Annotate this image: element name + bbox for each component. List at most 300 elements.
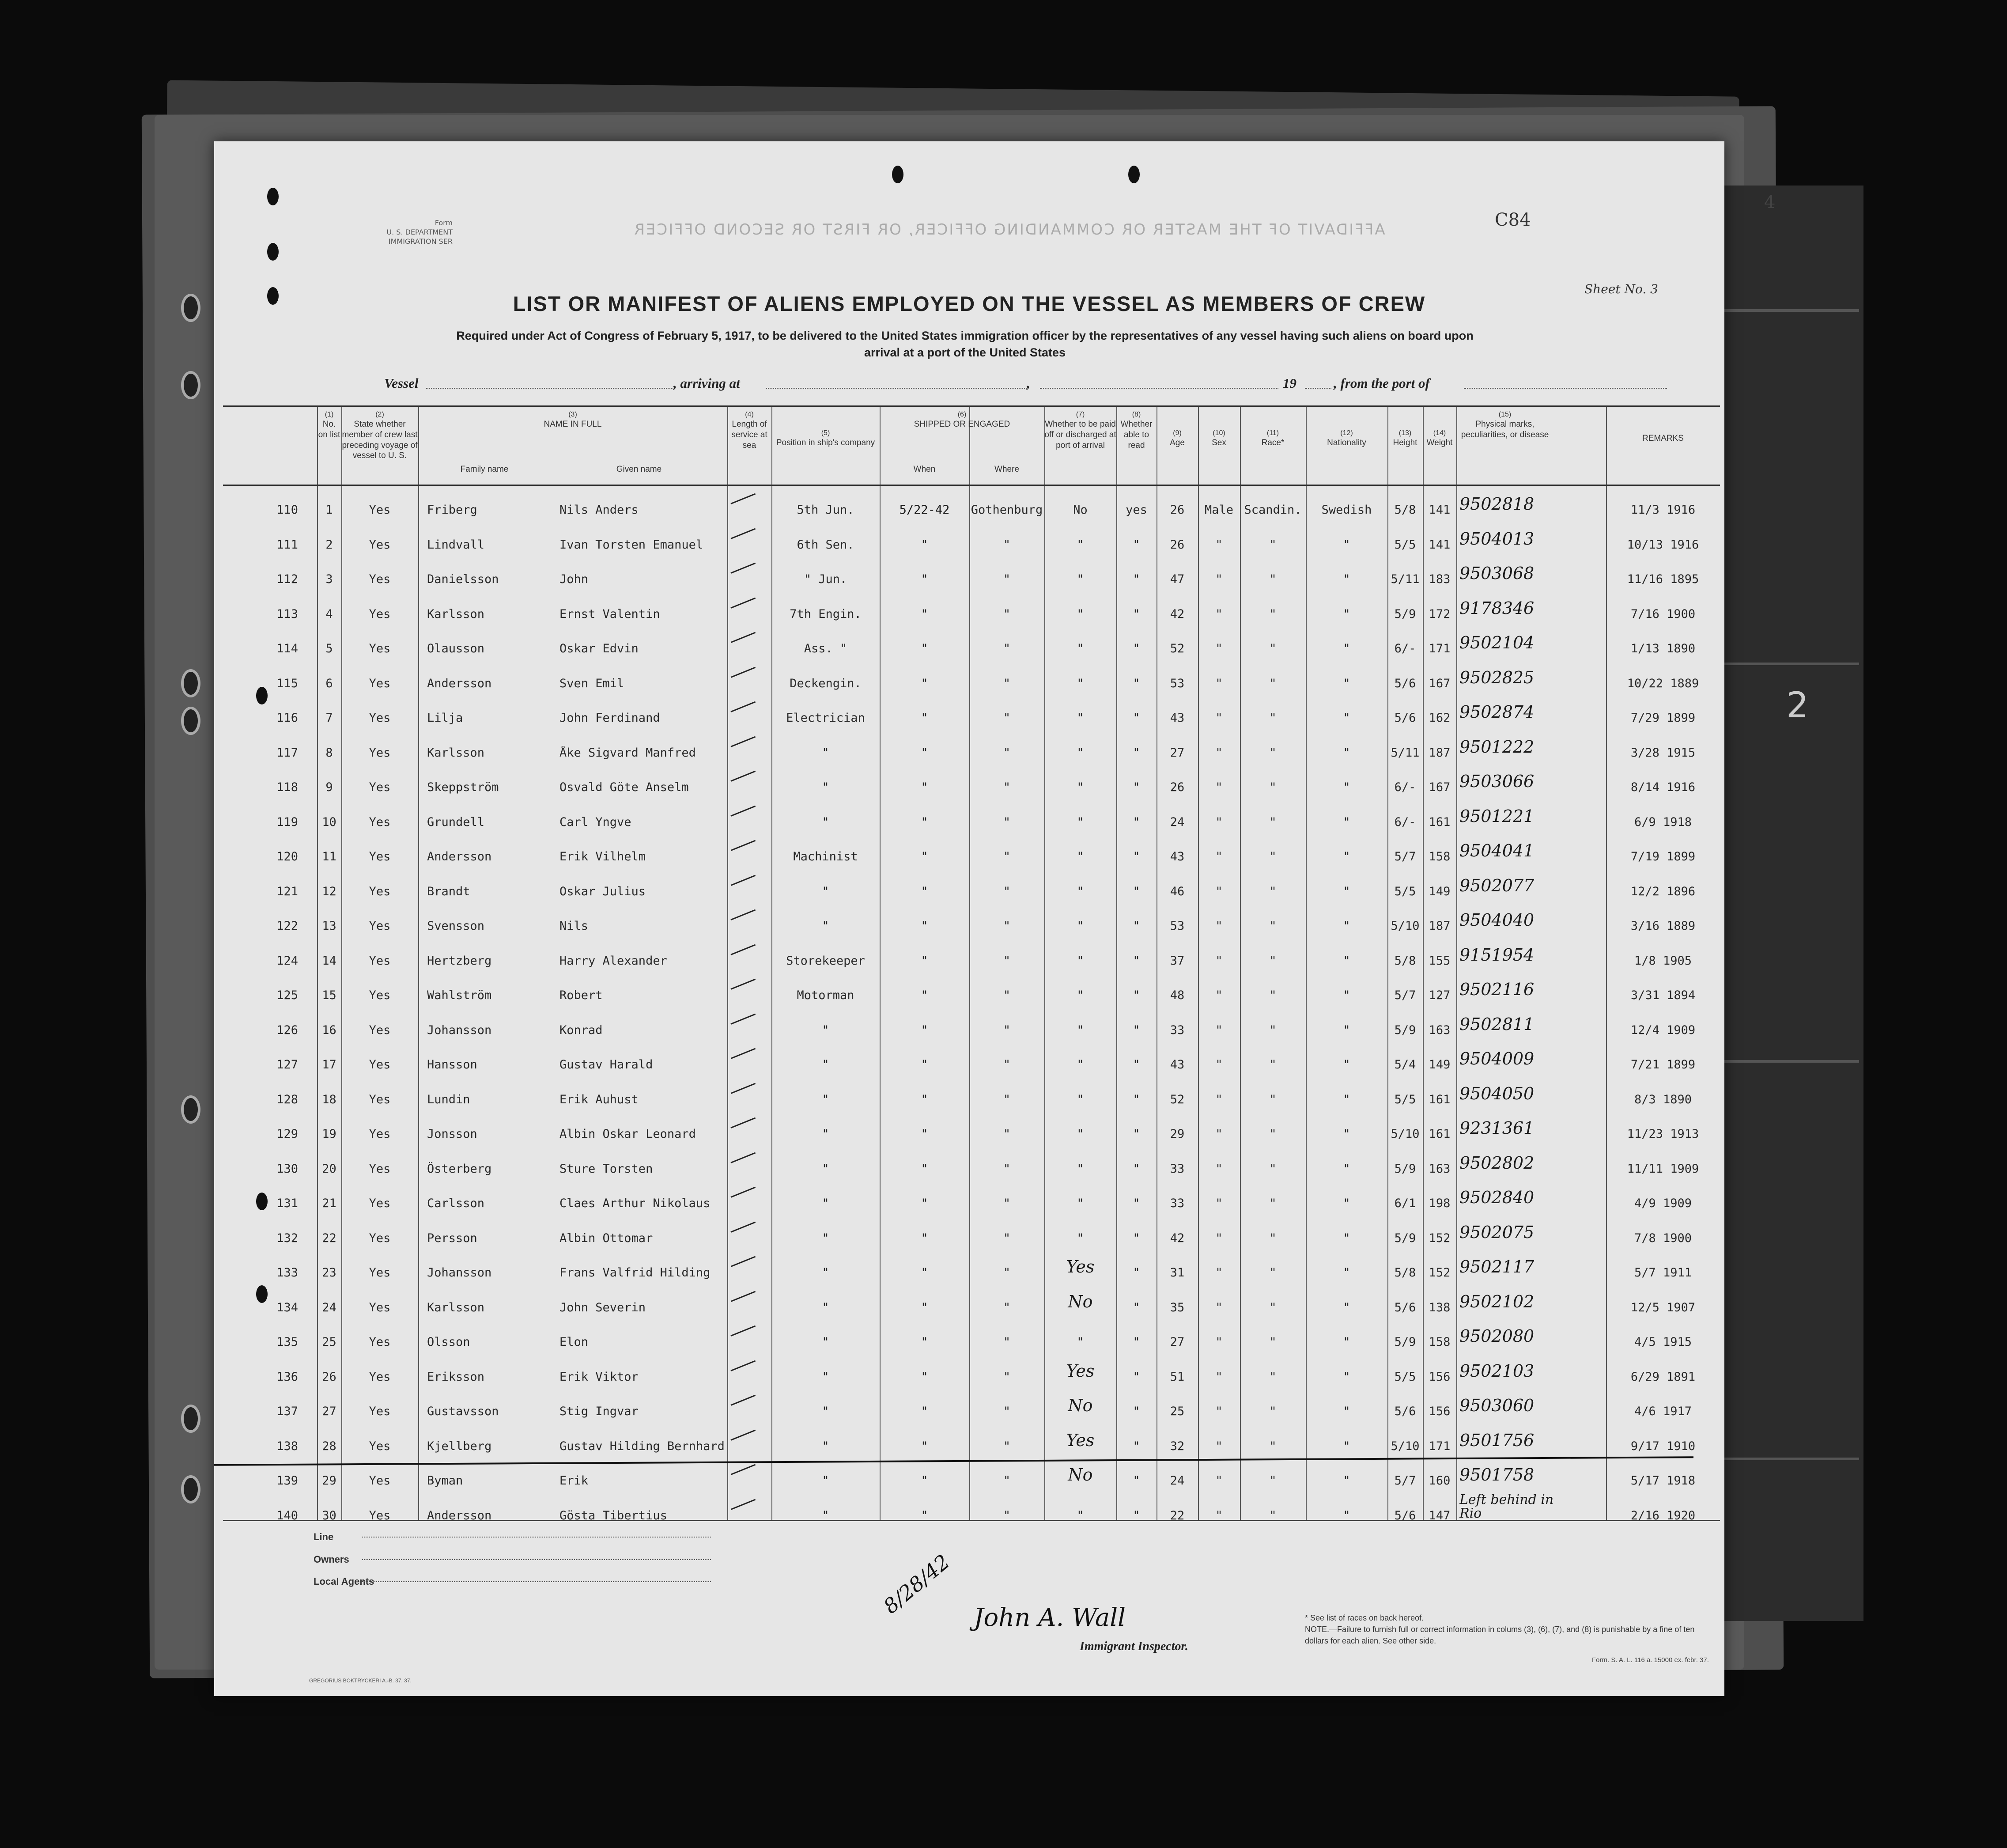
cell-position: " xyxy=(822,1335,829,1349)
cell-race: " xyxy=(1269,1266,1277,1280)
cell-nationality: Swedish xyxy=(1321,503,1372,517)
cell-physical-marks: 9502075 xyxy=(1459,1222,1535,1242)
cell-given-name: Sture Torsten xyxy=(559,1162,653,1176)
cell-family-name: Byman xyxy=(427,1474,463,1488)
table-row xyxy=(223,1219,1720,1253)
punch-hole xyxy=(267,243,279,261)
inspector-signature-block xyxy=(879,1549,1314,1670)
cell-remarks: 3/31 1894 xyxy=(1630,988,1696,1002)
cell-when: " xyxy=(921,780,928,794)
cell-race: " xyxy=(1269,1300,1277,1314)
table-row xyxy=(223,1115,1720,1149)
cell-family-name: Persson xyxy=(427,1231,477,1245)
cell-sex: " xyxy=(1215,1127,1223,1141)
cell-height: 5/9 xyxy=(1394,607,1416,621)
cell-height: 5/6 xyxy=(1394,1508,1416,1522)
arriving-field xyxy=(766,388,1027,389)
cell-physical-marks: 9503066 xyxy=(1459,772,1535,791)
cell-line-number: 111 xyxy=(276,538,298,552)
cell-position: " xyxy=(822,1405,829,1418)
signature: John A. Wall xyxy=(974,1603,1126,1632)
cell-family-name: Lundin xyxy=(427,1092,470,1106)
cell-age: 26 xyxy=(1170,503,1185,517)
cell-weight: 149 xyxy=(1429,1058,1451,1072)
cell-family-name: Olsson xyxy=(427,1335,470,1349)
cell-weight: 163 xyxy=(1429,1023,1451,1037)
cell-age: 47 xyxy=(1170,572,1185,586)
cell-paid-off: " xyxy=(1077,884,1084,898)
cell-age: 25 xyxy=(1170,1405,1185,1418)
cell-line-number: 118 xyxy=(276,780,298,794)
cell-physical-marks: 9502116 xyxy=(1459,980,1535,999)
cell-paid-off: " xyxy=(1077,1092,1084,1106)
col-text: Physical marks, peculiarities, or disease xyxy=(1461,420,1549,439)
cell-height: 5/5 xyxy=(1394,884,1416,898)
cell-given-name: Erik Vilhelm xyxy=(559,850,646,863)
cell-when: " xyxy=(921,1023,928,1037)
cell-weight: 187 xyxy=(1429,746,1451,760)
cell-given-name: Ivan Torsten Emanuel xyxy=(559,538,703,552)
cell-where: " xyxy=(1003,676,1011,690)
cell-remarks: 5/17 1918 xyxy=(1630,1474,1696,1488)
cell-prior-voyage: Yes xyxy=(369,1474,391,1488)
cell-family-name: Hansson xyxy=(427,1058,477,1072)
cell-position: Storekeeper xyxy=(786,954,865,968)
col-number: (10) xyxy=(1213,429,1225,437)
cell-when: " xyxy=(921,988,928,1002)
cell-able-to-read: " xyxy=(1133,746,1140,760)
cell-when: " xyxy=(921,1300,928,1314)
cell-line-number: 117 xyxy=(276,746,298,760)
cell-paid-off: " xyxy=(1077,1508,1084,1522)
cell-position: Electrician xyxy=(786,711,865,725)
cell-physical-marks: 9502103 xyxy=(1459,1361,1535,1381)
table-row xyxy=(223,837,1720,872)
cell-position: " xyxy=(822,1197,829,1210)
cell-when: " xyxy=(921,1162,928,1176)
cell-nationality: " xyxy=(1343,1231,1350,1245)
cell-family-name: Svensson xyxy=(427,919,485,933)
cell-race: " xyxy=(1269,1370,1277,1384)
cell-weight: 187 xyxy=(1429,919,1451,933)
cell-given-name: Carl Yngve xyxy=(559,815,631,829)
cell-sex: " xyxy=(1215,676,1223,690)
cell-paid-off: " xyxy=(1077,1197,1084,1210)
cell-physical-marks: Left behind in Rio xyxy=(1459,1492,1554,1521)
cell-where: " xyxy=(1003,607,1011,621)
cell-race: " xyxy=(1269,815,1277,829)
cell-height: 5/10 xyxy=(1391,1439,1420,1453)
subtitle-line2: arrival at a port of the United States xyxy=(864,345,1066,359)
cell-where: " xyxy=(1003,1023,1011,1037)
penalty-note: NOTE.—Failure to furnish full or correct information in colums (3), (6), (7), and (8) is punishable by a fine of ten dollars for each alien. See other side. xyxy=(1305,1625,1695,1646)
cell-no: 30 xyxy=(322,1508,336,1522)
cell-given-name: John xyxy=(559,572,589,586)
cell-age: 22 xyxy=(1170,1508,1185,1522)
cell-height: 6/- xyxy=(1394,815,1416,829)
cell-no: 11 xyxy=(322,850,336,863)
cell-height: 6/- xyxy=(1394,642,1416,655)
cell-age: 48 xyxy=(1170,988,1185,1002)
col-number: (13) xyxy=(1398,429,1412,437)
cell-sex: " xyxy=(1215,1370,1223,1384)
cell-no: 19 xyxy=(322,1127,336,1141)
cell-position: " xyxy=(822,1439,829,1453)
cell-height: 5/8 xyxy=(1394,954,1416,968)
cell-height: 5/9 xyxy=(1394,1231,1416,1245)
cell-where: " xyxy=(1003,1370,1011,1384)
cell-line-number: 137 xyxy=(276,1405,298,1418)
cell-no: 27 xyxy=(322,1405,336,1418)
punch-hole xyxy=(267,188,279,205)
cell-where: " xyxy=(1003,1335,1011,1349)
cell-weight: 141 xyxy=(1429,538,1451,552)
cell-no: 24 xyxy=(322,1300,336,1314)
cell-height: 6/1 xyxy=(1394,1197,1416,1210)
cell-weight: 183 xyxy=(1429,572,1451,586)
cell-age: 43 xyxy=(1170,711,1185,725)
cell-when: " xyxy=(921,1335,928,1349)
cell-able-to-read: " xyxy=(1133,988,1140,1002)
col-text: NAME IN FULL xyxy=(544,420,602,429)
cell-given-name: Erik Viktor xyxy=(559,1370,639,1384)
table-row xyxy=(223,699,1720,733)
cell-physical-marks: 9502102 xyxy=(1459,1291,1535,1311)
cell-prior-voyage: Yes xyxy=(369,711,391,725)
cell-paid-off: Yes xyxy=(1066,1361,1095,1381)
col-text: Race* xyxy=(1261,438,1285,447)
cell-position: Motorman xyxy=(797,988,854,1002)
cell-position: " xyxy=(822,780,829,794)
cell-when: " xyxy=(921,538,928,552)
cell-line-number: 131 xyxy=(276,1197,298,1210)
table-row xyxy=(223,595,1720,629)
cell-family-name: Brandt xyxy=(427,884,470,898)
cell-weight: 161 xyxy=(1429,815,1451,829)
cell-family-name: Karlsson xyxy=(427,607,485,621)
cell-paid-off: " xyxy=(1077,1058,1084,1072)
cell-given-name: Gösta Tibertius xyxy=(559,1508,667,1522)
cell-paid-off: No xyxy=(1073,503,1088,517)
table-row xyxy=(223,629,1720,664)
cell-family-name: Skeppström xyxy=(427,780,499,794)
cell-weight: 171 xyxy=(1429,642,1451,655)
table-row xyxy=(223,1045,1720,1080)
cell-where: " xyxy=(1003,988,1011,1002)
cell-no: 28 xyxy=(322,1439,336,1453)
cell-sex: " xyxy=(1215,1023,1223,1037)
cell-paid-off: " xyxy=(1077,607,1084,621)
cell-race: " xyxy=(1269,1127,1277,1141)
cell-race: " xyxy=(1269,607,1277,621)
cell-remarks: 5/7 1911 xyxy=(1634,1266,1692,1280)
cell-line-number: 124 xyxy=(276,954,298,968)
cell-able-to-read: " xyxy=(1133,676,1140,690)
cell-paid-off: Yes xyxy=(1066,1430,1095,1450)
cell-weight: 162 xyxy=(1429,711,1451,725)
cell-when: " xyxy=(921,1197,928,1210)
cell-where: " xyxy=(1003,1439,1011,1453)
cell-weight: 158 xyxy=(1429,1335,1451,1349)
cell-prior-voyage: Yes xyxy=(369,919,391,933)
cell-age: 29 xyxy=(1170,1127,1185,1141)
cell-position: " xyxy=(822,1231,829,1245)
cell-race: " xyxy=(1269,1474,1277,1488)
header-paid-off xyxy=(1044,410,1116,451)
cell-height: 5/6 xyxy=(1394,1300,1416,1314)
crew-manifest-table xyxy=(223,405,1720,1521)
cell-line-number: 126 xyxy=(276,1023,298,1037)
cell-race: " xyxy=(1269,676,1277,690)
cell-no: 15 xyxy=(322,988,336,1002)
cell-able-to-read: " xyxy=(1133,1023,1140,1037)
cell-line-number: 130 xyxy=(276,1162,298,1176)
cell-remarks: 7/19 1899 xyxy=(1630,850,1696,863)
cell-height: 5/4 xyxy=(1394,1058,1416,1072)
cell-no: 26 xyxy=(322,1370,336,1384)
cell-paid-off: Yes xyxy=(1066,1257,1095,1276)
cell-no: 22 xyxy=(322,1231,336,1245)
table-row xyxy=(223,1011,1720,1045)
table-row xyxy=(223,942,1720,976)
cell-line-number: 122 xyxy=(276,919,298,933)
cell-age: 35 xyxy=(1170,1300,1185,1314)
cell-race: " xyxy=(1269,1439,1277,1453)
cell-prior-voyage: Yes xyxy=(369,1439,391,1453)
header-when: When xyxy=(913,465,936,474)
cell-prior-voyage: Yes xyxy=(369,954,391,968)
cell-paid-off: No xyxy=(1068,1396,1093,1415)
vessel-label: Vessel xyxy=(384,375,419,391)
header-name-in-full xyxy=(418,410,727,430)
col-number: (6) xyxy=(957,411,967,418)
cell-age: 24 xyxy=(1170,1474,1185,1488)
cell-when: 5/22-42 xyxy=(899,503,950,517)
cell-when: " xyxy=(921,1405,928,1418)
cell-prior-voyage: Yes xyxy=(369,1266,391,1280)
table-row xyxy=(223,1184,1720,1219)
cell-remarks: 11/16 1895 xyxy=(1627,572,1699,586)
col-text: Nationality xyxy=(1327,438,1366,447)
cell-physical-marks: 9151954 xyxy=(1459,945,1535,965)
cell-position: " xyxy=(822,1474,829,1488)
cell-race: " xyxy=(1269,572,1277,586)
cell-where: " xyxy=(1003,815,1011,829)
cell-weight: 161 xyxy=(1429,1127,1451,1141)
cell-prior-voyage: Yes xyxy=(369,1058,391,1072)
cell-physical-marks: 9504041 xyxy=(1459,841,1535,860)
line-field: Line xyxy=(314,1526,711,1549)
cell-position: Ass. " xyxy=(804,642,847,655)
cell-nationality: " xyxy=(1343,607,1350,621)
cell-when: " xyxy=(921,572,928,586)
cell-age: 24 xyxy=(1170,815,1185,829)
cell-weight: 161 xyxy=(1429,1092,1451,1106)
cell-no: 17 xyxy=(322,1058,336,1072)
cell-sex: " xyxy=(1215,1405,1223,1418)
cell-sex: " xyxy=(1215,988,1223,1002)
cell-paid-off: " xyxy=(1077,988,1084,1002)
cell-given-name: John Severin xyxy=(559,1300,646,1314)
cell-when: " xyxy=(921,1231,928,1245)
cell-line-number: 138 xyxy=(276,1439,298,1453)
cell-line-number: 119 xyxy=(276,815,298,829)
cell-sex: " xyxy=(1215,884,1223,898)
cell-nationality: " xyxy=(1343,676,1350,690)
cell-prior-voyage: Yes xyxy=(369,538,391,552)
cell-sex: " xyxy=(1215,1162,1223,1176)
cell-when: " xyxy=(921,884,928,898)
bleedthrough-affidavit: AFFIDAVIT OF THE MASTER OR COMMANDING OFFICER, OR FIRST OR SECOND OFFICER xyxy=(633,221,1385,239)
footer-fields xyxy=(314,1526,711,1593)
subtitle xyxy=(369,328,1561,361)
cell-prior-voyage: Yes xyxy=(369,780,391,794)
cell-nationality: " xyxy=(1343,919,1350,933)
cell-paid-off: " xyxy=(1077,538,1084,552)
col-text: Position in ship's company xyxy=(776,438,875,447)
cell-no: 7 xyxy=(325,711,333,725)
cell-given-name: Oskar Julius xyxy=(559,884,646,898)
cell-no: 2 xyxy=(325,538,333,552)
cell-remarks: 11/3 1916 xyxy=(1630,503,1696,517)
cell-nationality: " xyxy=(1343,538,1350,552)
cell-sex: " xyxy=(1215,1092,1223,1106)
cell-sex: " xyxy=(1215,1058,1223,1072)
cell-age: 52 xyxy=(1170,642,1185,655)
cell-where: " xyxy=(1003,850,1011,863)
cell-where: " xyxy=(1003,1162,1011,1176)
col-number: (5) xyxy=(821,429,830,437)
cell-line-number: 113 xyxy=(276,607,298,621)
cell-race: " xyxy=(1269,538,1277,552)
cell-prior-voyage: Yes xyxy=(369,676,391,690)
comma-separator: , xyxy=(1027,375,1030,391)
form-number: Form. S. A. L. 116 a. 15000 ex. febr. 37. xyxy=(1592,1656,1709,1664)
cell-family-name: Danielsson xyxy=(427,572,499,586)
cell-given-name: John Ferdinand xyxy=(559,711,660,725)
cell-given-name: Ernst Valentin xyxy=(559,607,660,621)
cell-physical-marks: 9502077 xyxy=(1459,875,1535,895)
signature-date: 8/28/42 xyxy=(879,1549,954,1618)
cell-able-to-read: yes xyxy=(1126,503,1147,517)
cell-where: " xyxy=(1003,1266,1011,1280)
cell-position: Machinist xyxy=(793,850,858,863)
cell-physical-marks: 9501758 xyxy=(1459,1465,1535,1484)
cell-nationality: " xyxy=(1343,1092,1350,1106)
cell-remarks: 7/29 1899 xyxy=(1630,711,1696,725)
cell-sex: " xyxy=(1215,1300,1223,1314)
cell-remarks: 3/16 1889 xyxy=(1630,919,1696,933)
col-text: No. on list xyxy=(318,420,340,439)
cell-race: " xyxy=(1269,1092,1277,1106)
cell-physical-marks: 9178346 xyxy=(1459,598,1535,618)
cell-prior-voyage: Yes xyxy=(369,850,391,863)
year-field xyxy=(1305,388,1331,389)
table-row xyxy=(223,976,1720,1011)
cell-given-name: Elon xyxy=(559,1335,589,1349)
cell-nationality: " xyxy=(1343,1127,1350,1141)
cell-nationality: " xyxy=(1343,1058,1350,1072)
cell-physical-marks: 9503068 xyxy=(1459,564,1535,583)
cell-paid-off: " xyxy=(1077,780,1084,794)
cell-sex: " xyxy=(1215,711,1223,725)
cell-age: 32 xyxy=(1170,1439,1185,1453)
cell-height: 5/5 xyxy=(1394,1370,1416,1384)
page-stack-edge xyxy=(1705,186,1863,1621)
col-number: (3) xyxy=(568,411,577,418)
cell-line-number: 135 xyxy=(276,1335,298,1349)
cell-nationality: " xyxy=(1343,1370,1350,1384)
cell-paid-off: " xyxy=(1077,815,1084,829)
cell-race: " xyxy=(1269,711,1277,725)
col-text: Weight xyxy=(1426,438,1453,447)
cell-weight: 138 xyxy=(1429,1300,1451,1314)
cell-line-number: 129 xyxy=(276,1127,298,1141)
cell-where: " xyxy=(1003,1300,1011,1314)
cell-position: " xyxy=(822,884,829,898)
cell-no: 20 xyxy=(322,1162,336,1176)
col-text: Height xyxy=(1393,438,1417,447)
cell-line-number: 112 xyxy=(276,572,298,586)
cell-able-to-read: " xyxy=(1133,642,1140,655)
cell-no: 3 xyxy=(325,572,333,586)
cell-remarks: 10/22 1889 xyxy=(1627,676,1699,690)
header-given-name: Given name xyxy=(616,465,662,474)
header-weight xyxy=(1423,429,1456,448)
cell-physical-marks: 9502840 xyxy=(1459,1188,1535,1207)
cell-position: " xyxy=(822,815,829,829)
cell-remarks: 7/21 1899 xyxy=(1630,1058,1696,1072)
cell-paid-off: " xyxy=(1077,572,1084,586)
cell-when: " xyxy=(921,815,928,829)
cell-given-name: Frans Valfrid Hilding xyxy=(559,1266,711,1280)
cell-position: " xyxy=(822,1127,829,1141)
cell-line-number: 139 xyxy=(276,1474,298,1488)
header-where: Where xyxy=(994,465,1019,474)
col-text: Sex xyxy=(1212,438,1226,447)
cell-no: 6 xyxy=(325,676,333,690)
cell-sex: " xyxy=(1215,1335,1223,1349)
table-row xyxy=(223,803,1720,837)
cell-height: 6/- xyxy=(1394,780,1416,794)
cell-height: 5/7 xyxy=(1394,850,1416,863)
table-row xyxy=(223,872,1720,907)
cell-where: " xyxy=(1003,1508,1011,1522)
cell-line-number: 116 xyxy=(276,711,298,725)
cell-nationality: " xyxy=(1343,850,1350,863)
cell-family-name: Lilja xyxy=(427,711,463,725)
cell-no: 21 xyxy=(322,1197,336,1210)
cell-height: 5/6 xyxy=(1394,1405,1416,1418)
cell-sex: " xyxy=(1215,1439,1223,1453)
table-row xyxy=(223,1150,1720,1184)
cell-age: 33 xyxy=(1170,1162,1185,1176)
cell-able-to-read: " xyxy=(1133,1370,1140,1384)
cell-when: " xyxy=(921,746,928,760)
cell-sex: " xyxy=(1215,954,1223,968)
cell-sex: " xyxy=(1215,919,1223,933)
cell-paid-off: " xyxy=(1077,850,1084,863)
cell-family-name: Lindvall xyxy=(427,538,485,552)
cell-when: " xyxy=(921,1058,928,1072)
cell-age: 46 xyxy=(1170,884,1185,898)
cell-paid-off: " xyxy=(1077,1127,1084,1141)
binder-ring xyxy=(181,1475,200,1503)
cell-given-name: Albin Ottomar xyxy=(559,1231,653,1245)
year-label: 19 xyxy=(1283,375,1296,391)
cell-race: " xyxy=(1269,884,1277,898)
cell-prior-voyage: Yes xyxy=(369,884,391,898)
